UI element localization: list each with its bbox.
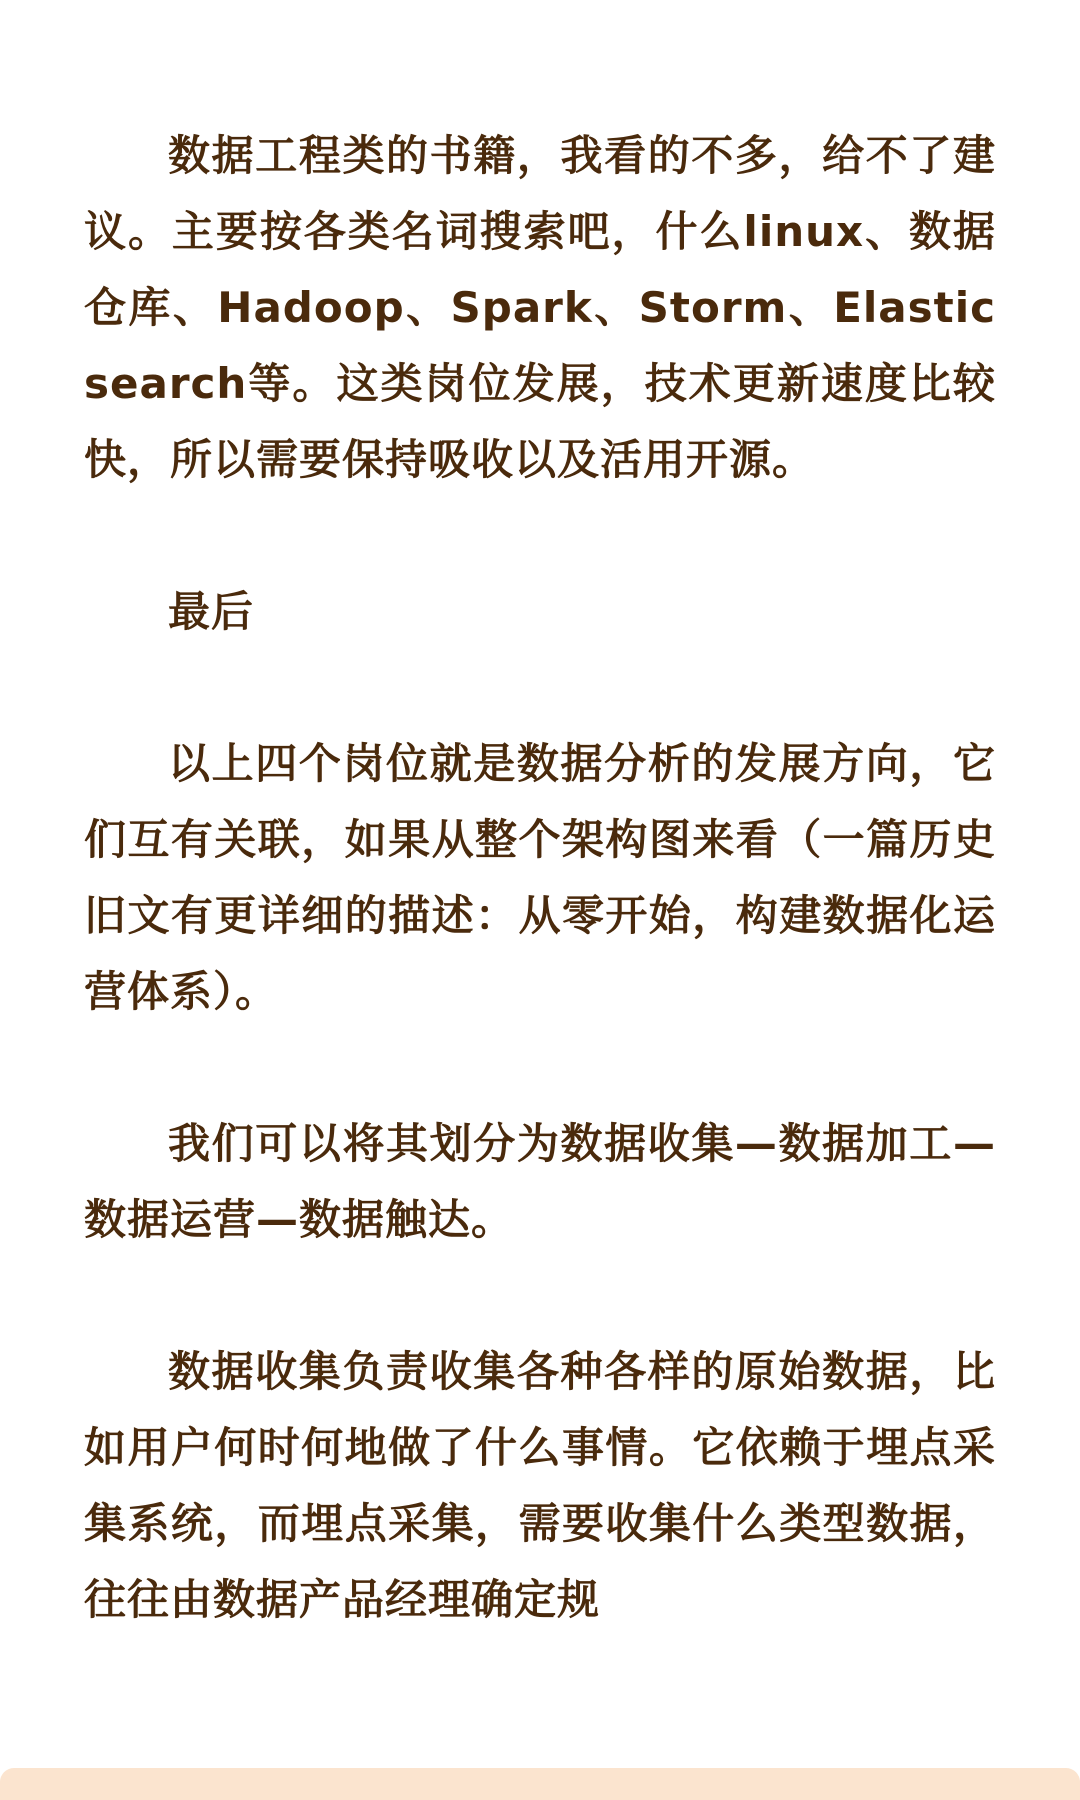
paragraph-data-engineering-books: 数据工程类的书籍，我看的不多，给不了建议。主要按各类名词搜索吧，什么linux、数据仓库、Hadoop、Spark、Storm、Elasticsearch等。这类岗位发展，技术更新速度比较快，所以需要保持吸收以及活用开源。 (84, 131, 996, 484)
article-body (84, 118, 996, 1638)
paragraph-four-roles: 以上四个岗位就是数据分析的发展方向，它们互有关联，如果从整个架构图来看（一篇历史旧文有更详细的描述：从零开始，构建数据化运营体系）。 (84, 739, 996, 1016)
paragraph-data-pipeline-stages: 我们可以将其划分为数据收集—数据加工—数据运营—数据触达。 (84, 1119, 996, 1244)
footer-band (0, 1768, 1080, 1800)
paragraph-data-collection: 数据收集负责收集各种各样的原始数据，比如用户何时何地做了什么事情。它依赖于埋点采集系统，而埋点采集，需要收集什么类型数据，往往由数据产品经理确定规 (84, 1347, 996, 1624)
section-heading-final: 最后 (168, 587, 255, 636)
